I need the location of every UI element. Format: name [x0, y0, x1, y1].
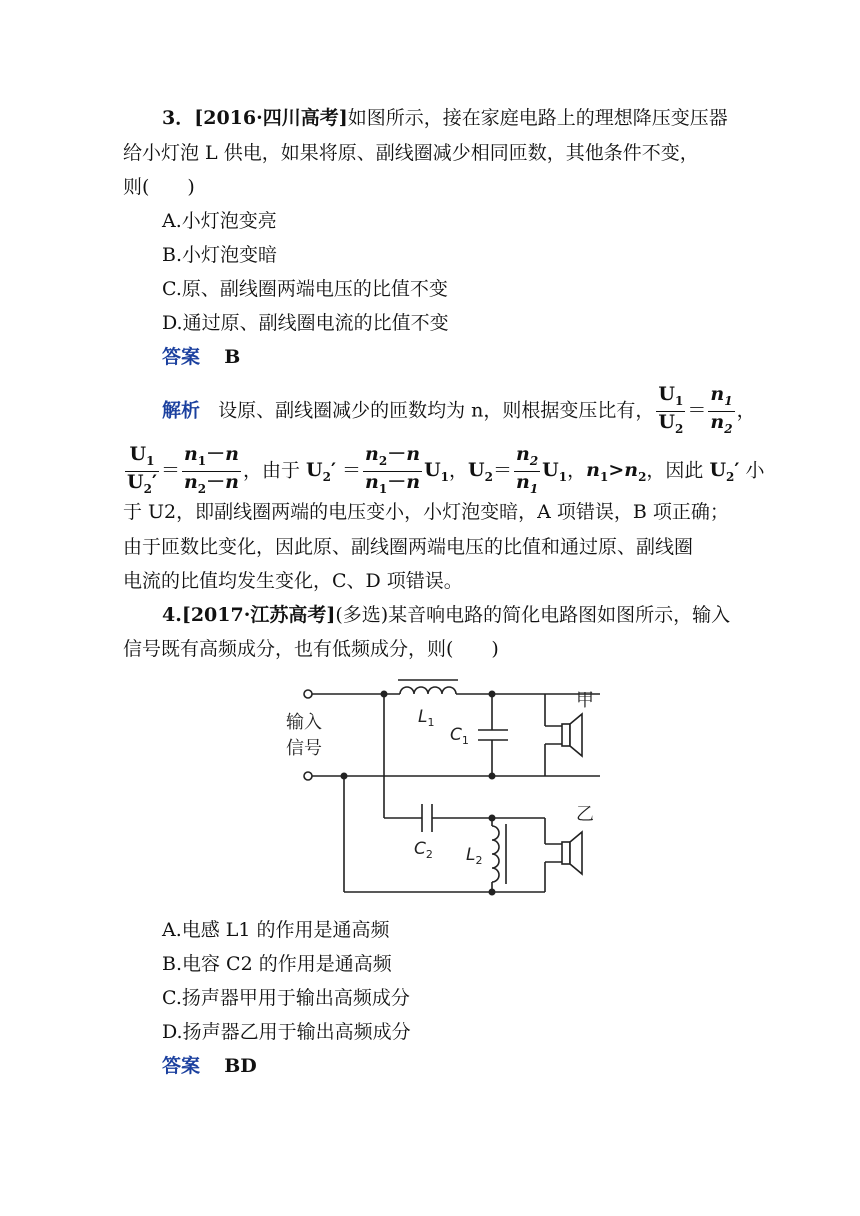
formula-u1-over-u2prime: $\frac{U_1}{U_2'}$ — [127, 443, 157, 496]
q3-stem-line-1 — [162, 106, 728, 130]
q4-option-a: A.电感 L1 的作用是通高频 — [162, 919, 390, 941]
q3-option-a: A.小灯泡变亮 — [162, 210, 277, 232]
label-l2: $L_2$ — [466, 845, 483, 867]
q4-option-c: C.扬声器甲用于输出高频成分 — [162, 987, 410, 1009]
q4-answer: BD — [224, 1055, 257, 1077]
q4-stem-1: (多选)某音响电路的简化电路图如图所示，输入 — [335, 604, 731, 626]
q4-stem-line-2: 信号既有高频成分，也有低频成分，则( ) — [123, 638, 499, 660]
q3-answer-line — [162, 345, 240, 369]
speaker-1-icon — [562, 714, 582, 756]
circuit-diagram — [280, 668, 610, 904]
input-terminal-bottom — [304, 772, 312, 780]
q3-analysis-label: 解析 — [162, 399, 201, 422]
q4-source: [2017·江苏高考] — [181, 604, 336, 626]
q3-analysis-1: 设原、副线圈减少的匝数均为 n，则根据变压比有， — [218, 399, 655, 422]
q4-answer-line — [162, 1054, 257, 1078]
q3-analysis-line-3: 于 U2，即副线圈两端的电压变小，小灯泡变暗，A 项错误，B 项正确； — [123, 501, 729, 523]
label-input-1: 输入 — [286, 712, 322, 733]
speaker-2-icon — [562, 832, 582, 874]
label-speaker-1: 甲 — [576, 690, 594, 711]
q3-analysis-line-4: 由于匝数比变化，因此原、副线圈两端电压的比值和通过原、副线圈 — [123, 536, 694, 558]
input-terminal-top — [304, 690, 312, 698]
q4-option-b: B.电容 C2 的作用是通高频 — [162, 953, 392, 975]
label-c1: $C_1$ — [450, 725, 469, 747]
q4-number: 4. — [162, 604, 182, 626]
formula-reduced-ratio: $\frac{n_1-n}{n_2-n}$ — [183, 443, 239, 496]
q4-answer-label: 答案 — [162, 1055, 201, 1077]
q3-option-b: B.小灯泡变暗 — [162, 244, 278, 266]
formula-n1-over-n2: $\frac{n_1}{n_2}$ — [710, 383, 733, 436]
formula-u2prime: $\frac{n_2-n}{n_1-n}$ — [365, 443, 421, 496]
q3-stem-line-3: 则( ) — [123, 176, 195, 198]
inductor-l1 — [400, 687, 456, 694]
formula-u1-over-u2: $\frac{U_1}{U_2}$ — [658, 383, 684, 436]
q3-answer: B — [224, 346, 241, 368]
label-l1: $L_1$ — [418, 707, 435, 729]
label-c2: $C_2$ — [414, 839, 433, 861]
q3-analysis-line-5: 电流的比值均发生变化，C、D 项错误。 — [123, 570, 463, 592]
formula-u2: $\frac{n_2}{n_1}$ — [515, 443, 539, 496]
q3-analysis-line-1: 解析 设原、副线圈减少的匝数均为 n，则根据变压比有， $\frac{U_1}{U_2}$ ＝ $\frac{n_1}{n_2}$ ， — [162, 384, 756, 439]
q4-option-d: D.扬声器乙用于输出高频成分 — [162, 1021, 411, 1043]
q3-answer-label: 答案 — [162, 346, 201, 368]
inductor-l2 — [492, 826, 499, 882]
q4-stem-line-1 — [162, 603, 730, 627]
label-input-2: 信号 — [286, 738, 322, 759]
q3-source: [2016·四川高考] — [194, 107, 348, 129]
q3-number: 3． — [162, 107, 195, 129]
q3-stem-1: 如图所示，接在家庭电路上的理想降压变压器 — [347, 107, 728, 129]
q3-option-c: C.原、副线圈两端电压的比值不变 — [162, 278, 448, 300]
label-speaker-2: 乙 — [576, 804, 594, 825]
q3-analysis-line-2: $\frac{U_1}{U_2'}$ ＝ $\frac{n_1-n}{n_2-n}$ ，由于 $U_2'$ ＝ $\frac{n_2-n}{n_1-n}$ $U_1$，$U_2=$ $\frac{n_2}{n_1}$ $U_1$，$n_1>n_2$，因此 $U_2'$ 小 — [123, 444, 764, 499]
q3-stem-line-2: 给小灯泡 L 供电，如果将原、副线圈减少相同匝数，其他条件不变， — [123, 142, 699, 164]
q3-option-d: D.通过原、副线圈电流的比值不变 — [162, 312, 449, 334]
